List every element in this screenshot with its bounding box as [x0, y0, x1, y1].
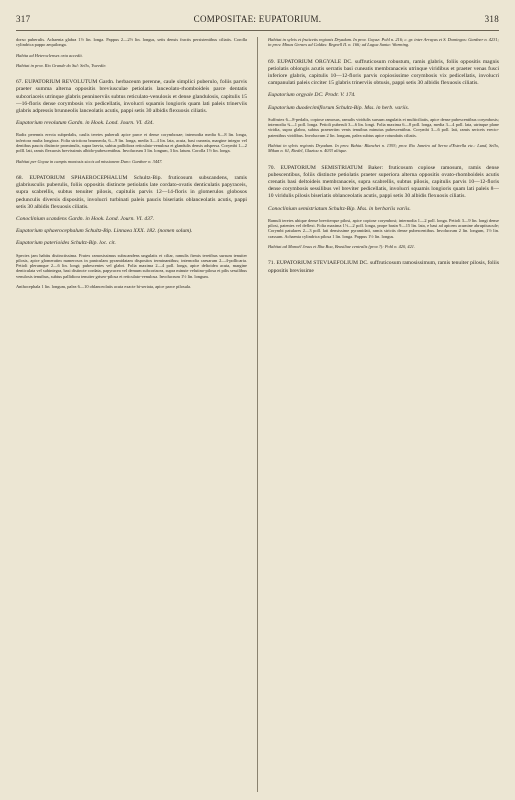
species-69-synonym-2: Eupatorium duodecimiflorum Schultz-Bip. Mss. in herb. variis. — [268, 104, 410, 111]
species-68-description-2: Anthocephala 1 lin. longum, palea 6—10 oblanceolatis acuta exacte bi-seriata, apice parce pilosula. — [16, 284, 192, 289]
species-69-description: Suffrutex 6—8-pedalis, copiose ramosus, ramulis viridulis sursum angulatis et multiciliatis, apice dense pubescentibus corymbosis; internodia ¾—1 poll. longa. Petioli puberuli 3—6 lin. longi. Folia maxima 6—8 poll. longa, media 3—4 poll. lata, utrinque plane viridia, supra glabra, subtus praesertim venis tenuibus minutus pubescentibus. Corymbi 3—6 poll. lati, ramis sericeis erecto-patentibus viridibus. Involucrum 2 lin. longum, palea subtus apice rotundatis ciliatis. — [268, 116, 499, 138]
species-70-diagnosis: 70. EUPATORIUM SEMISTRIATUM Baker: fruticosum copiose ramosum, ramis dense pubescentibus, foliis distincte petiolatis praeter superiora alterna oppositis ovato-rhomboideis acutis crenatis basi deltoideis membranaceis, supra scabrellis, subtus pilosis, capitulis parvis 10—12-floris dense corymbosis sessilibus vel breviter pedicellatis, involucri squamis longioris quam lati paleis 8—10 viridulis pilosis biseriatis oblanceolatis acutis, pappi setis 30 albidis flexuosis ciliatis. — [268, 164, 499, 200]
species-69-habitat: Habitat in sylvis regionis Dryadum. In prov. Bahia: Blanchet n. 1393; prov. Rio Janeiro ad Serra d'Estrella etc.: Lund, Sello, Mikan n. 61, Riedel, Glaziou n. 4033 aliique. — [268, 143, 499, 154]
intro-paragraph: dorso puberulis. Achaenia glabra 1½ lin. longa. Pappus 2—2½ lin. longus, setis densis fractis persistentibus ciliatis. Corolla cylindrica pappo aequilonga. — [16, 37, 247, 48]
right-column — [268, 37, 499, 792]
two-column-body — [16, 37, 499, 792]
intro-note: Habita ad Heteroclenses orta accedit. — [16, 52, 83, 58]
species-67-diagnosis: 67. EUPATORIUM REVOLUTUM Gardn. herbaceum perenne, caule simplici puberulo, foliis parvis praeter summa alterna oppositis breviusculae petiolatis lanceolato-rhomboideis parce dentatis subcoriaceis utrinque glabris penninerviis subtus reticulato-venulosis et dense glandulosis, capitulis 15—16-floris dense corymbosis vix pedicellatis, involucri squamis longioris quam lati paleis trinerviis glabris adpressis brunneolis lanceolatis acutis, pappi setis 30 albidis flexuosis ciliatis. — [16, 79, 247, 114]
species-67-habitat: Habitat per Goyaz in campis montosis siccis ad missionem Duro: Gardner n. 3447. — [16, 158, 163, 164]
species-71-diagnosis: 71. EUPATORIUM STEVIAEFOLIUM DC. suffruticosum ramosissimum, ramis tenuiter pilosis, foliis oppositis brevissime — [268, 260, 499, 274]
species-67-description: Radix perennis erecta subpedalis, caulis teretes puberuli apice parce et dense corymbosae; internodia media 6—8 lin. longa, inferiora multa longiora. Folia strictiora brunneola, 6—9 lin. longa, media 3—4 lin. lata, acuta, basi cuneata, margine integro vel dentibus paucis distincte prominulis, supra laevia, subtus pallidiora reticulato-venulosa et glandulis densis adspersa. Corymbi 1—2 polll. lati, ramis flexuosis brevissimis albido-pubescentibus. Involucrum 3 lin. longum, 3 lin. latum. Corolla 1½ lin. longa. — [16, 132, 247, 154]
species-69-diagnosis: 69. EUPATORIUM ORGYALE DC. suffruticosum robustum, ramis glabris, foliis oppositis magnis petiolatis oblongis acutis serratis basi cuneatis membranaceis utrinque viridibus et praeter venas fusci inferiore glabris, capitulis 10—12-floris parvis copiosissime corymbosis vix pedicellatis, involucri campanulati paleis circiter 15 glabris trinerviis obtusis, pappi setis 30 albidis flexuosis ciliatis. — [268, 58, 499, 87]
habitat-note: Habitat in prov. Rio Grande do Sul: Sello, Tweedie. — [16, 62, 107, 68]
left-page-number: 317 — [16, 14, 31, 24]
running-header — [16, 14, 499, 28]
running-title: COMPOSITAE: EUPATORIUM. — [193, 14, 322, 24]
species-68-diagnosis: 68. EUPATORIUM SPHAEROCEPHALUM Schultz-Bip. fruticosum subscandens, ramis glabriusculis puberulis, foliis oppositis distincte petiolatis late cordato-ovatis denticulatis papyraceis, supra scabrellis, subtus tenuiter pilosis, capitulis parvis 12—14-floris in glomerulos globosos pedunculis diversis dispositis, involucri turbinati paleis paucis biseriatis oblanceolatis acutis, pappi setis 30 albidis flexuosis ciliatis. — [16, 174, 247, 210]
species-70-synonym: Conoclinium semistriatum Schultz-Bip. Mss. in herbariis variis. — [268, 205, 411, 212]
species-70-habitat: Habitat ad Manoël Jesus et Ilha Boa, Brasiliae centralis (prov.?): Pohl n. 420, 421. — [268, 244, 416, 249]
species-68-description: Species jam habitu distinctissima. Frutex ramosissimus subscandens ungulatis et ciliar, ramulis firmis teretibus sursum tenuiter pilosis, apice glomeratim numerosos in paniculam pyramidatam dispositos terminantibus; internodia caesarum 2—4-pollicaria. Petioli plerumque 2—6 lin. longi; pubescentes vel glabri. Folia maxima 2—4 poll. longa, apice deltoidea acuta, margine denticulata vel subintegra, basi distincte cordata, papyracea vel demum subcoriacea, supra minute velutino-pilosa et pilis sessilibus venulosis tenuibus, subtus pallidiora tenuiter griseo-pilosa et reticulato-venulosa. Involucrum 1½ lin. longum. — [16, 252, 247, 279]
column-divider — [257, 37, 258, 792]
species-70-description: Ramuli teretes ubique dense breviterque pilosi, apice copiose corymbosi; internodia 1—2 poll. longa. Petioli 3—9 lin. longi dense pilosi, patentes vel deflexi. Folia maxima 1½—2 poll. longa, prope basin 9—15 lin. lata, e basi ad apicem acumine abruptiuscule; Corymbi patulares 2—3 poll. lati densissime pyramidati, ramis strictis dense pubescentibus. Involucrum 2 lin. longum, 1½ lin. crassum. Achaenia cylindrica pilosa 1 lin. longa. Pappus 1½ lin. longus. — [268, 217, 499, 239]
left-column — [16, 37, 247, 792]
species-68-synonym-1: Conoclinium scandens Gardn. in Hook. Lond. Journ. VI. 437. — [16, 215, 155, 222]
right-page-number: 318 — [484, 14, 499, 24]
habitat-top: Habitat in sylvis et fruticetis regionis Dryadum. In prov. Goyaz: Pohl n. 216; c. gr. inter Arrayas et S. Domingos: Gardner n. 4231; in prov. Minas Geraes ad Caldas: Regnell II. n. 166; ad Lagoa Santa: Warming. — [268, 37, 499, 48]
header-rule — [16, 30, 499, 31]
species-69-synonym-1: Eupatorium orgyale DC. Prodr. V. 174. — [268, 92, 356, 99]
species-68-synonym-3: Eupatorium paterioides Schultz-Bip. loc. cit. — [16, 240, 116, 247]
species-67-synonym: Eupatorium revolutum Gardn. in Hook. Lond. Journ. VI. 434. — [16, 120, 154, 127]
species-68-synonym-2: Eupatorium sphaerocephalum Schultz-Bip. Linnaea XXX. 182. (nomen solum). — [16, 228, 193, 235]
